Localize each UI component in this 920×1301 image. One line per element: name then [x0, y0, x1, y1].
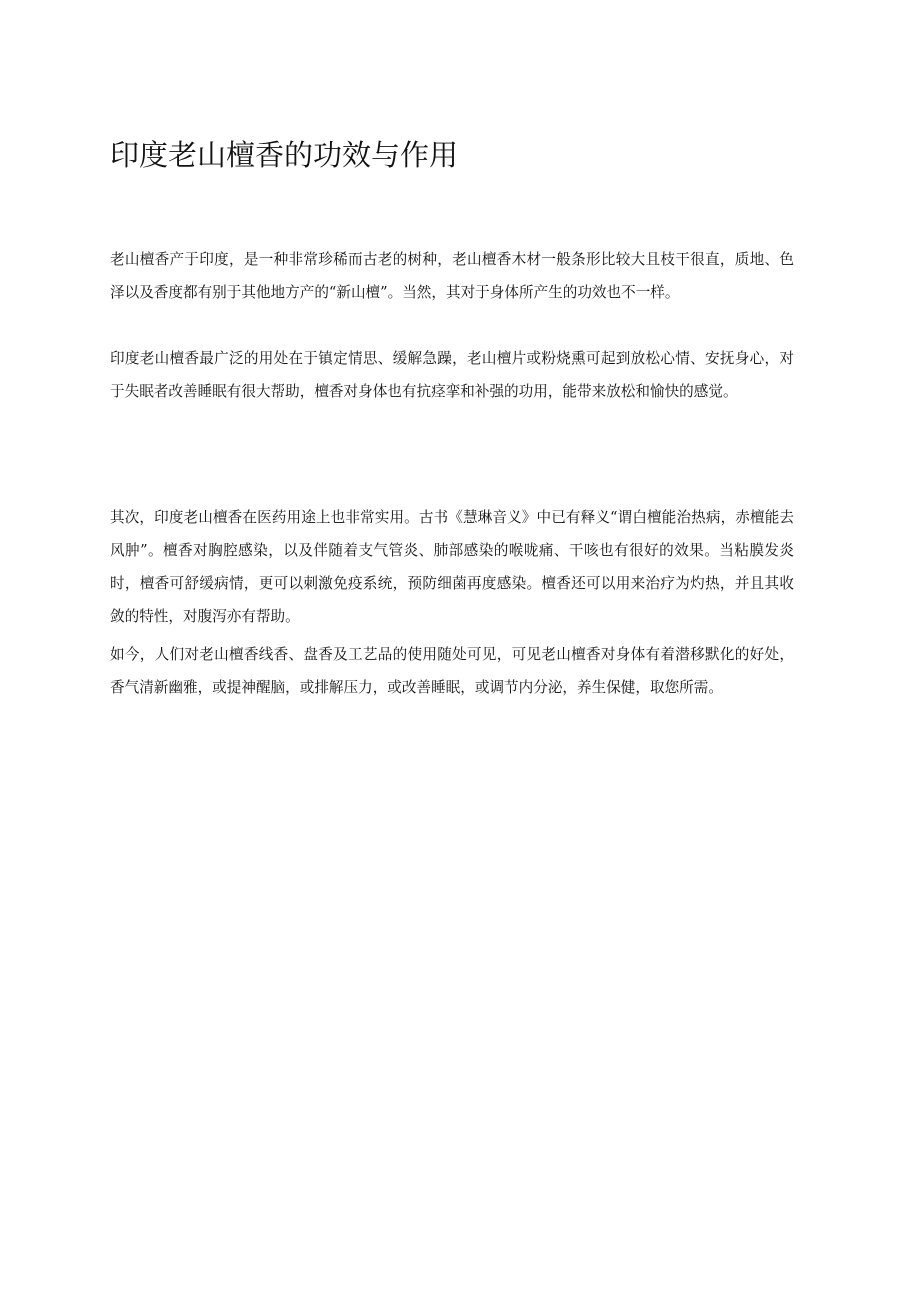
paragraph-calming: 印度老山檀香最广泛的用处在于镇定情思、缓解急躁，老山檀片或粉烧熏可起到放松心情、安抚身心，对于失眠者改善睡眠有很大帮助，檀香对身体也有抗痉挛和补强的功用，能带来放松和愉快的感觉。 — [110, 350, 794, 400]
paragraph-medical: 其次，印度老山檀香在医药用途上也非常实用。古书《慧琳音义》中已有释义“谓白檀能治热病，赤檀能去风肿”。檀香对胸腔感染，以及伴随着支气管炎、肺部感染的喉咙痛、干咳也有很好的效果。当粘膜发炎时，檀香可舒缓病情，更可以刺激免疫系统，预防细菌再度感染。檀香还可以用来治疗为灼热，并且其收敛的特性，对腹泻亦有帮助。 — [110, 509, 794, 625]
document-title: 印度老山檀香的功效与作用 — [110, 138, 459, 172]
paragraph-modern-use: 如今，人们对老山檀香线香、盘香及工艺品的使用随处可见，可见老山檀香对身体有着潜移默化的好处，香气清新幽雅，或提神醒脑，或排解压力，或改善睡眠，或调节内分泌，养生保健，取您所需。 — [110, 646, 794, 696]
paragraph-origin: 老山檀香产于印度，是一种非常珍稀而古老的树种，老山檀香木材一般条形比较大且枝干很直，质地、色泽以及香度都有别于其他地方产的“新山檀”。当然，其对于身体所产生的功效也不一样。 — [110, 251, 794, 301]
